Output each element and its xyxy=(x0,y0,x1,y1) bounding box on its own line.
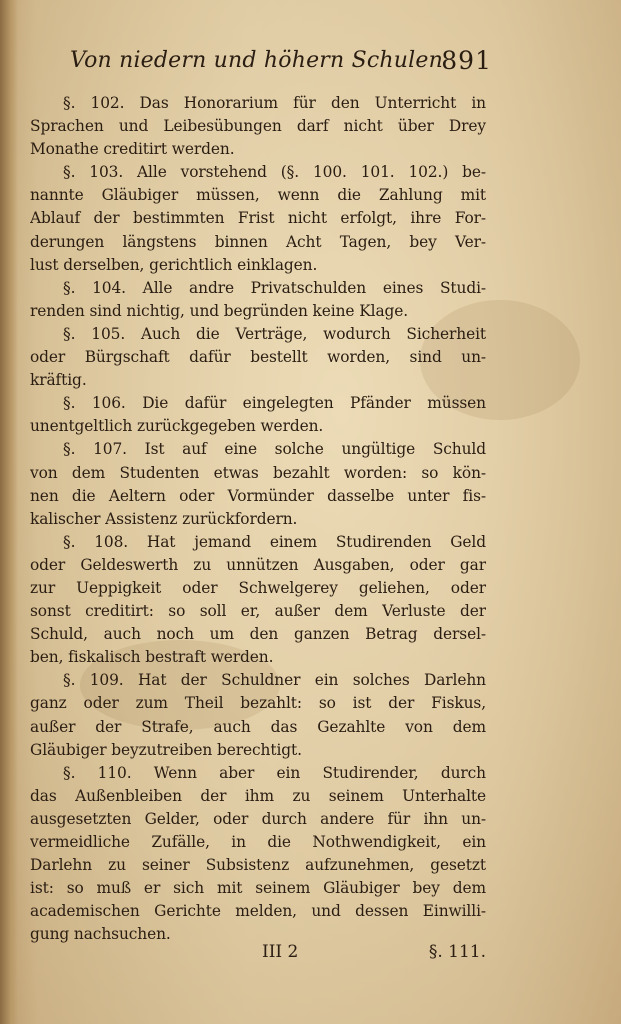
text-line: academischen Gerichte melden, und dessen Einwilli- xyxy=(30,902,486,921)
text-line: ausgesetzten Gelder, oder durch andere für ihn un- xyxy=(30,809,486,828)
body-text xyxy=(30,92,486,946)
text-line: nannte Gläubiger müssen, wenn die Zahlung mit xyxy=(30,186,486,205)
text-line: gung nachsuchen. xyxy=(30,925,171,944)
text-line: §. 103. Alle vorstehend (§. 100. 101. 102.) be- xyxy=(63,163,486,182)
text-line: §. 106. Die dafür eingelegten Pfänder müssen xyxy=(63,394,486,413)
page-gutter-shadow xyxy=(0,0,18,1024)
text-line: Schuld, auch noch um den ganzen Betrag dersel- xyxy=(30,625,486,644)
signature-mark: III 2 xyxy=(262,942,299,962)
text-line: Sprachen und Leibesübungen darf nicht über Drey xyxy=(30,117,486,136)
text-line: §. 102. Das Honorarium für den Unterricht in xyxy=(63,94,486,112)
text-line: das Außenbleiben der ihm zu seinem Unterhalte xyxy=(30,786,486,805)
running-head: Von niedern und höhern Schulen xyxy=(70,48,443,73)
text-line: Darlehn zu seiner Subsistenz aufzunehmen, gesetzt xyxy=(30,856,486,875)
text-line: sonst creditirt: so soll er, außer dem Verluste der xyxy=(30,602,486,621)
text-line: kalischer Assistenz zurückfordern. xyxy=(30,509,298,528)
text-line: vermeidliche Zufälle, in die Nothwendigkeit, ein xyxy=(30,833,486,851)
text-line: §. 104. Alle andre Privatschulden eines Studi- xyxy=(63,278,486,297)
text-line: derungen längstens binnen Acht Tagen, bey Ver- xyxy=(30,232,486,251)
text-line: renden sind nichtig, und begründen keine Klage. xyxy=(30,301,409,320)
text-line: §. 107. Ist auf eine solche ungültige Schuld xyxy=(63,440,486,459)
text-line: ben, fiskalisch bestraft werden. xyxy=(30,648,274,667)
text-line: lust derselben, gerichtlich einklagen. xyxy=(30,255,318,274)
text-line: §. 110. Wenn aber ein Studirender, durch xyxy=(63,763,486,782)
text-line: unentgeltlich zurückgegeben werden. xyxy=(30,417,324,436)
page-number: 891 xyxy=(441,46,492,75)
text-line: oder Geldeswerth zu unnützen Ausgaben, oder gar xyxy=(30,555,486,574)
text-line: außer der Strafe, auch das Gezahlte von dem xyxy=(30,717,486,736)
text-line: Monathe creditirt werden. xyxy=(30,140,235,159)
text-line: Gläubiger beyzutreiben berechtigt. xyxy=(30,740,302,759)
text-line: §. 105. Auch die Verträge, wodurch Sicherheit xyxy=(63,324,486,343)
page-header xyxy=(62,44,492,80)
text-line: zur Ueppigkeit oder Schwelgerey geliehen, oder xyxy=(30,578,486,597)
text-line: nen die Aeltern oder Vormünder dasselbe unter fis- xyxy=(30,486,486,505)
catchword: §. 111. xyxy=(428,942,486,962)
text-line: §. 108. Hat jemand einem Studirenden Geld xyxy=(63,532,486,551)
text-line: §. 109. Hat der Schuldner ein solches Darlehn xyxy=(63,671,486,690)
page-footer xyxy=(30,942,486,968)
text-line: ist: so muß er sich mit seinem Gläubiger bey dem xyxy=(30,879,486,898)
text-line: Ablauf der bestimmten Frist nicht erfolgt, ihre For- xyxy=(30,209,486,228)
text-line: oder Bürgschaft dafür bestellt worden, sind un- xyxy=(30,348,486,367)
text-line: kräftig. xyxy=(30,371,87,390)
text-line: von dem Studenten etwas bezahlt worden: so kön- xyxy=(30,463,486,482)
text-line: ganz oder zum Theil bezahlt: so ist der Fiskus, xyxy=(30,694,486,713)
